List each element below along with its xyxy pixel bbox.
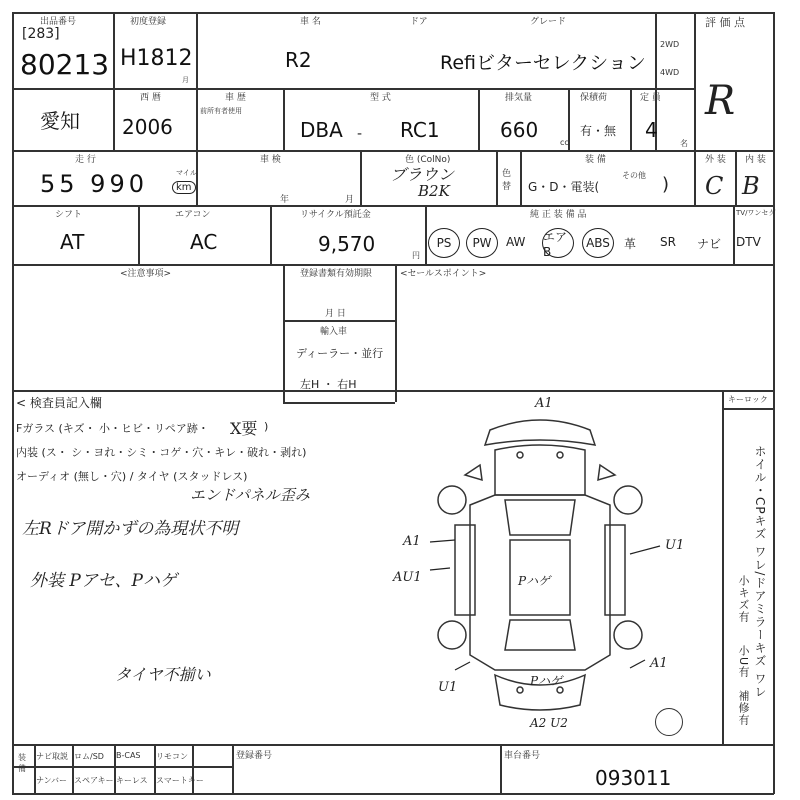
vertical-sub-1: 小キズ有 <box>737 575 750 623</box>
wheel-rf <box>614 486 642 514</box>
front-bumper <box>485 420 595 445</box>
interior-line: 内装 (ス・ シ・ヨれ・シミ・コゲ・穴・キレ・破れ・剥れ) <box>16 446 307 459</box>
person-unit: 名 <box>680 139 688 148</box>
exterior-label: 外 装 <box>705 155 726 165</box>
vertical-sub-2: 小U有 <box>737 645 750 679</box>
color-label: 色 (ColNo) <box>405 155 451 165</box>
yen-unit: 円 <box>412 251 420 260</box>
footer-item: スマートキー <box>156 776 204 785</box>
mark-rear: A2 U2 <box>530 716 568 730</box>
ac-label: エアコン <box>175 210 211 220</box>
exterior: C <box>705 172 724 200</box>
footer-item: キーレス <box>116 776 148 785</box>
km-unit: km <box>172 181 196 194</box>
equip-item: AW <box>506 235 526 249</box>
displacement: 660 <box>500 118 539 142</box>
border-bottom <box>12 793 774 795</box>
chassis-number: 093011 <box>595 766 672 790</box>
month-label: 月 <box>182 76 189 84</box>
inspection-title: < 検査員記入欄 <box>16 396 102 410</box>
year-label: 西 暦 <box>140 93 161 103</box>
fuel-options: 有・無 <box>580 124 617 138</box>
mod-label: 装 備 <box>585 155 606 165</box>
hand-note-1: エンドパネル歪み <box>190 486 310 504</box>
displacement-label: 排気量 <box>505 93 533 103</box>
model-prefix: DBA <box>300 118 343 142</box>
spare-tire-icon <box>655 708 683 736</box>
inspection-label: 車 検 <box>260 155 281 165</box>
exhibit-no-small: [283] <box>22 26 60 42</box>
reg-no-label: 登録番号 <box>236 751 273 761</box>
dealer-option: ディーラー・並行 <box>296 347 384 360</box>
equip-item: ナビ <box>697 237 722 251</box>
history-sub: 前所有者使用 <box>200 107 242 115</box>
vertical-sub-3: 補修有 <box>737 690 750 726</box>
car-name-label: 車 名 <box>300 17 321 27</box>
glass-close: ) <box>264 420 269 433</box>
notice-label: <注意事項> <box>120 269 172 279</box>
wheel-lf <box>438 486 466 514</box>
hand-note-3: 外装 Pアセ、Pハゲ <box>30 571 177 591</box>
exhibit-no-label: 出品番号 <box>40 17 77 27</box>
footer-item: スペアキー <box>74 776 114 785</box>
equip-item: DTV <box>736 235 761 249</box>
mark-left-rear: U1 <box>438 680 458 695</box>
model-code: RC1 <box>400 118 440 142</box>
mark-right-rear: A1 <box>650 656 668 671</box>
border-left <box>12 12 14 794</box>
hand-note-4: タイヤ不揃い <box>115 665 211 684</box>
mark-left-front: A1 <box>403 534 421 549</box>
keylock-label: キーロック <box>728 395 768 404</box>
equip-item: PW <box>466 228 498 258</box>
mod-other: その他 <box>622 171 646 180</box>
hand-note-2: 左Rドア開かずの為現状不明 <box>22 519 239 539</box>
glass-mark: X要 <box>230 419 258 438</box>
first-reg-label: 初度登録 <box>130 17 167 27</box>
handle-option: 左H ・ 右H <box>300 378 357 391</box>
equip-item: エアB <box>542 228 574 258</box>
year: 2006 <box>122 115 173 139</box>
mark-right-front: U1 <box>665 538 685 553</box>
cc-unit: cc <box>560 138 569 147</box>
footer-equip-label: 装備 <box>18 753 26 773</box>
first-reg: H1812 <box>120 46 193 71</box>
history-label: 車 歴 <box>225 93 246 103</box>
glass-line: Fガラス (キズ・ 小・ヒビ・リペア跡・ <box>16 422 209 435</box>
mile-unit: マイル <box>176 169 197 177</box>
color-value: ブラウン <box>390 165 455 184</box>
mod-options: G・D・電装( <box>528 180 600 194</box>
equip-item: SR <box>660 235 676 249</box>
year-unit: 年 <box>280 195 290 205</box>
equip-item: 革 <box>624 237 637 251</box>
shift-label: シフト <box>55 210 83 220</box>
model-label: 型 式 <box>370 93 391 103</box>
footer-item: ナンバー <box>36 776 68 785</box>
car-name: R2 <box>285 48 312 72</box>
footer-item: ナビ取説 <box>36 752 68 761</box>
mark-roof: Pハゲ <box>518 574 551 588</box>
border-right <box>773 12 775 794</box>
audio-line: オーディオ (無し・穴) / タイヤ (スタッドレス) <box>16 470 248 483</box>
equip-item: PS <box>428 228 460 258</box>
region: 愛知 <box>40 109 80 133</box>
score-label: 評 価 点 <box>705 16 745 29</box>
mileage-label: 走 行 <box>75 155 96 165</box>
grade-label: グレード <box>530 17 567 27</box>
ac: AC <box>190 230 218 254</box>
drive-4wd: 4WD <box>660 68 680 77</box>
color-code: B2K <box>418 182 450 200</box>
chassis-label: 車台番号 <box>504 751 541 761</box>
month-unit: 月 <box>345 195 355 205</box>
mileage: 55 990 <box>40 170 148 198</box>
equip-item: ABS <box>582 228 614 258</box>
door-label: ドア <box>410 17 428 27</box>
mark-left-mid: AU1 <box>393 570 422 585</box>
footer-item: B-CAS <box>116 751 141 760</box>
mod-close: ) <box>662 174 670 195</box>
hood <box>495 445 585 495</box>
border-top <box>12 12 774 14</box>
diagram-pointers <box>400 520 690 700</box>
import-label: 輸入車 <box>320 327 348 337</box>
mark-front: A1 <box>535 396 553 411</box>
recycle-label: リサイクル預託金 <box>300 210 371 220</box>
capacity: 4 <box>645 118 658 142</box>
month-day: 月 日 <box>325 309 346 319</box>
color-change: 色替 <box>502 169 512 192</box>
score: R <box>705 78 736 124</box>
grade: Refiビターセレクション <box>440 52 646 74</box>
footer-item: リモコン <box>156 752 188 761</box>
equip-label: 純 正 装 備 品 <box>530 210 587 220</box>
mark-rear-roof: Pハゲ <box>530 674 563 688</box>
vertical-note: ホイル・CPキズ ワレ/ドアミラーキズ ワレ <box>753 445 767 699</box>
exhibit-no: 80213 <box>20 48 110 81</box>
shift: AT <box>60 230 85 254</box>
interior: B <box>742 172 760 200</box>
fuel-label: 保積荷 <box>580 93 608 103</box>
interior-label: 内 装 <box>745 155 766 165</box>
drive-2wd: 2WD <box>660 40 680 49</box>
capacity-label: 定 員 <box>640 93 661 103</box>
recycle: 9,570 <box>318 232 376 256</box>
footer-item: ロム/SD <box>74 752 104 761</box>
tv-label: TV/ワンセグ <box>736 209 776 217</box>
sales-label: <セールスポイント> <box>400 269 487 279</box>
reg-deadline-label: 登録書類有効期限 <box>300 269 373 279</box>
